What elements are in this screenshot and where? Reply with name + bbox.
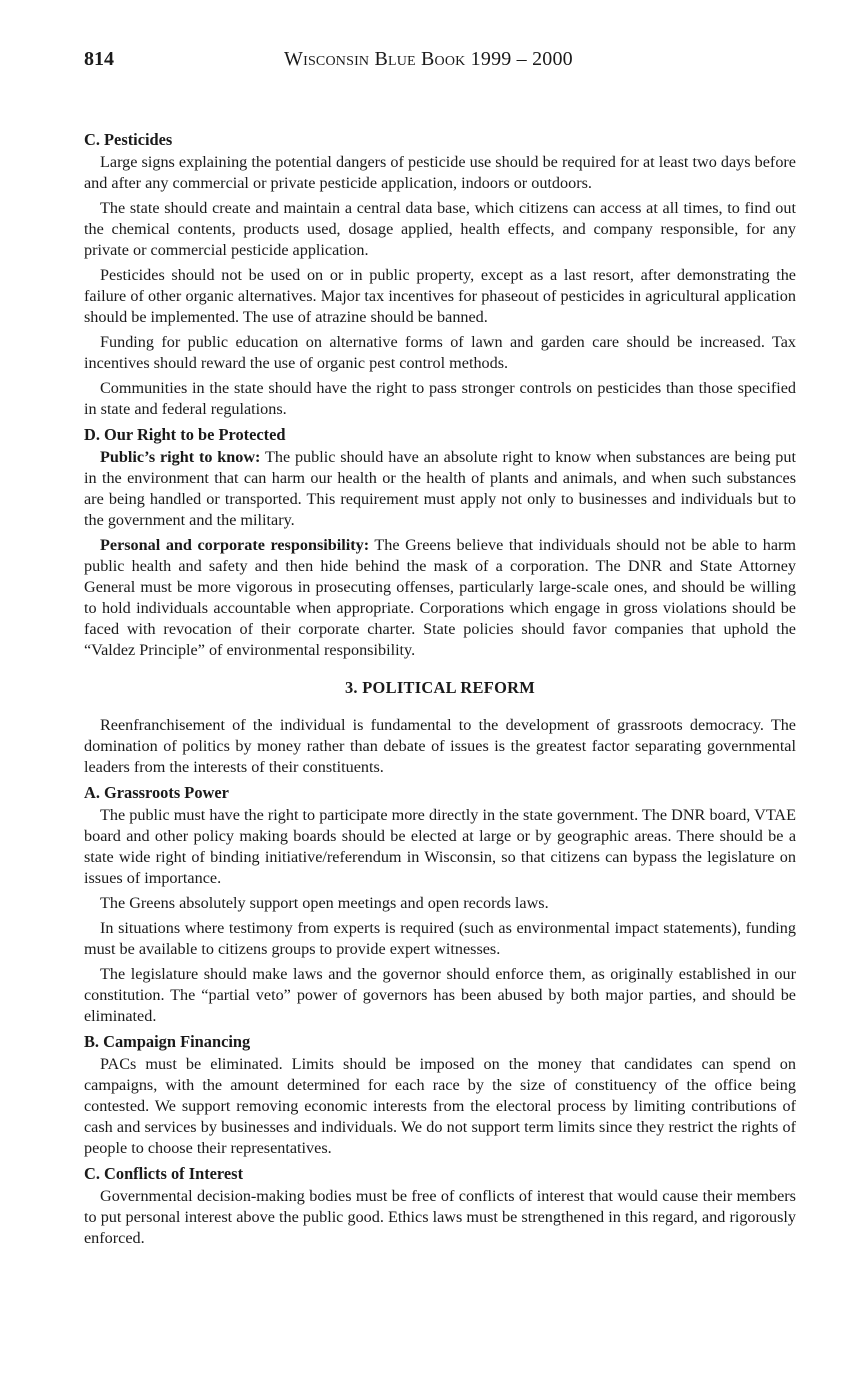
paragraph: Reenfranchisement of the individual is fundamental to the development of grassroots democracy. The domination of politics by money rather than debate of issues is the greatest factor separating governmental leaders from the interests of their constituents. xyxy=(84,716,796,776)
paragraph: Governmental decision-making bodies must be free of conflicts of interest that would cause their members to put personal interest above the public good. Ethics laws must be strengthened in this regard, and rigorously enforced. xyxy=(84,1187,796,1247)
paragraph: The Greens absolutely support open meetings and open records laws. xyxy=(100,894,549,912)
paragraph-text: The public should have an absolute right to know when substances are being put in the environment that can harm our health or the health of plants and animals, and when such substances are being handled or transported. This requirement must apply not only to businesses and individuals but to the government and the military. xyxy=(84,448,796,529)
paragraph-lead: Personal and corporate responsibility: xyxy=(100,536,370,554)
page-body xyxy=(84,129,796,1253)
paragraph: PACs must be eliminated. Limits should be imposed on the money that candidates can spend on campaigns, with the amount determined for each race by the size of constituency of the office being contested. We support removing economic interests from the electoral process by limiting contributions of cash and services by businesses and individuals. We do not support term limits since they restrict the rights of people to choose their representatives. xyxy=(84,1055,796,1157)
page-number: 814 xyxy=(84,48,114,70)
paragraph: In situations where testimony from experts is required (such as environmental impact statements), funding must be available to citizens groups to provide expert witnesses. xyxy=(84,919,796,958)
section-heading-right-protected: D. Our Right to be Protected xyxy=(84,425,286,444)
paragraph: Pesticides should not be used on or in public property, except as a last resort, after demonstrating the failure of other organic alternatives. Major tax incentives for phaseout of pesticides in agricultural application should be implemented. The use of atrazine should be banned. xyxy=(84,266,796,326)
paragraph: The legislature should make laws and the governor should enforce them, as originally established in our constitution. The “partial veto” power of governors has been abused by both major parties, and should be eliminated. xyxy=(84,965,796,1025)
section-heading-political-reform: 3. POLITICAL REFORM xyxy=(344,678,536,697)
running-title: Wisconsin Blue Book 1999 – 2000 xyxy=(284,48,573,70)
paragraph: Communities in the state should have the right to pass stronger controls on pesticides than those specified in state and federal regulations. xyxy=(84,379,796,418)
section-heading-pesticides: C. Pesticides xyxy=(84,130,173,149)
paragraph: The state should create and maintain a central data base, which citizens can access at all times, to find out the chemical contents, products used, dosage applied, health effects, and company responsible, for any private or commercial pesticide application. xyxy=(84,199,796,259)
paragraph: Large signs explaining the potential dangers of pesticide use should be required for at least two days before and after any commercial or private pesticide application, indoors or outdoors. xyxy=(84,153,796,192)
paragraph xyxy=(84,447,796,531)
paragraph: The public must have the right to participate more directly in the state government. The DNR board, VTAE board and other policy making boards should be elected at large or by geographic areas. There should be a state wide right of binding initiative/referendum in Wisconsin, so that citizens can bypass the legislature on issues of importance. xyxy=(84,806,796,887)
paragraph xyxy=(84,535,796,661)
section-heading-grassroots: A. Grassroots Power xyxy=(84,783,229,802)
section-heading-campaign: B. Campaign Financing xyxy=(84,1032,251,1051)
paragraph: Funding for public education on alternative forms of lawn and garden care should be increased. Tax incentives should reward the use of organic pest control methods. xyxy=(84,333,796,372)
section-heading-conflicts: C. Conflicts of Interest xyxy=(84,1164,244,1183)
page-header xyxy=(84,48,796,76)
paragraph-lead: Public’s right to know: xyxy=(100,448,261,466)
paragraph-text: The Greens believe that individuals should not be able to harm public health and safety and then hide behind the mask of a corporation. The DNR and State Attorney General must be more vigorous in prosecuting offenses, particularly large-scale ones, and should be willing to hold individuals accountable when appropriate. Corporations which engage in gross violations should be faced with revocation of their corporate charter. State policies should favor companies that uphold the “Valdez Principle” of environmental responsibility. xyxy=(84,536,796,659)
